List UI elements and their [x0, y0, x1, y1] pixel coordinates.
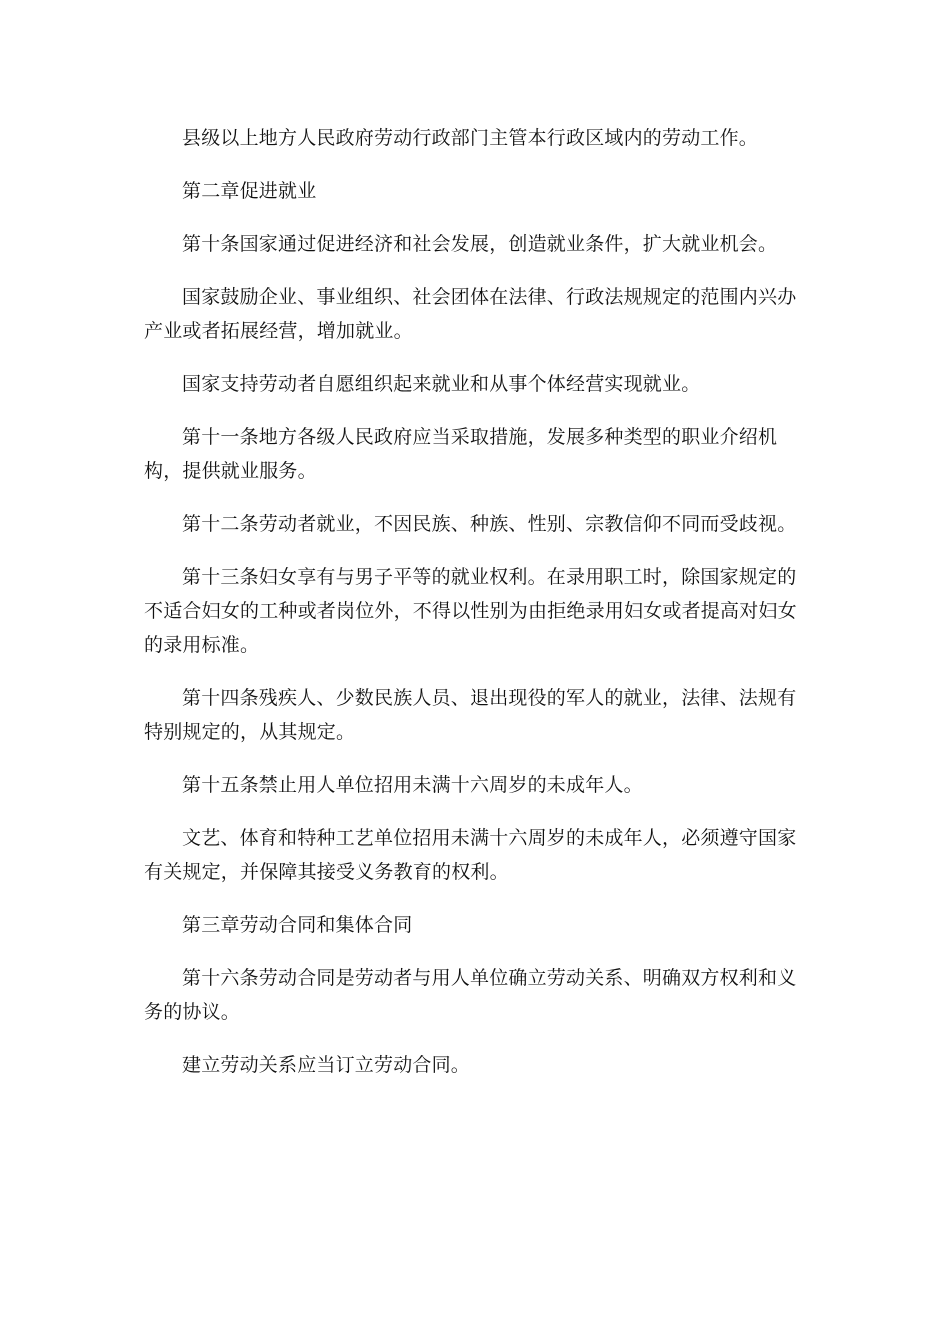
article-10-paragraph: 第十条国家通过促进经济和社会发展，创造就业条件，扩大就业机会。: [182, 233, 778, 255]
article-11-paragraph: 第十一条地方各级人民政府应当采取措施，发展多种类型的职业介绍机构，提供就业服务。: [144, 426, 778, 482]
chapter-heading-labor-contracts: 第三章劳动合同和集体合同: [182, 914, 413, 936]
chapter-heading-promote-employment: 第二章促进就业: [182, 180, 317, 202]
article-13-paragraph: 第十三条妇女享有与男子平等的就业权利。在录用职工时，除国家规定的不适合妇女的工种或者岗位外，不得以性别为由拒绝录用妇女或者提高对妇女的录用标准。: [144, 566, 797, 656]
article-14-paragraph: 第十四条残疾人、少数民族人员、退出现役的军人的就业，法律、法规有特别规定的，从其规定。: [144, 687, 797, 743]
paragraph-local-labor-administration: 县级以上地方人民政府劳动行政部门主管本行政区域内的劳动工作。: [182, 127, 759, 149]
article-15-paragraph: 第十五条禁止用人单位招用未满十六周岁的未成年人。: [182, 774, 643, 796]
article-16-establish-contract-paragraph: 建立劳动关系应当订立劳动合同。: [182, 1054, 471, 1076]
article-12-paragraph: 第十二条劳动者就业，不因民族、种族、性别、宗教信仰不同而受歧视。: [182, 513, 797, 535]
article-15-arts-paragraph: 文艺、体育和特种工艺单位招用未满十六周岁的未成年人，必须遵守国家有关规定，并保障其接受义务教育的权利。: [144, 827, 797, 883]
article-10-support-paragraph: 国家支持劳动者自愿组织起来就业和从事个体经营实现就业。: [182, 373, 701, 395]
article-16-paragraph: 第十六条劳动合同是劳动者与用人单位确立劳动关系、明确双方权利和义务的协议。: [144, 967, 797, 1023]
document-body: [144, 121, 808, 1082]
article-10-encourage-paragraph: 国家鼓励企业、事业组织、社会团体在法律、行政法规规定的范围内兴办产业或者拓展经营，增加就业。: [144, 286, 797, 342]
